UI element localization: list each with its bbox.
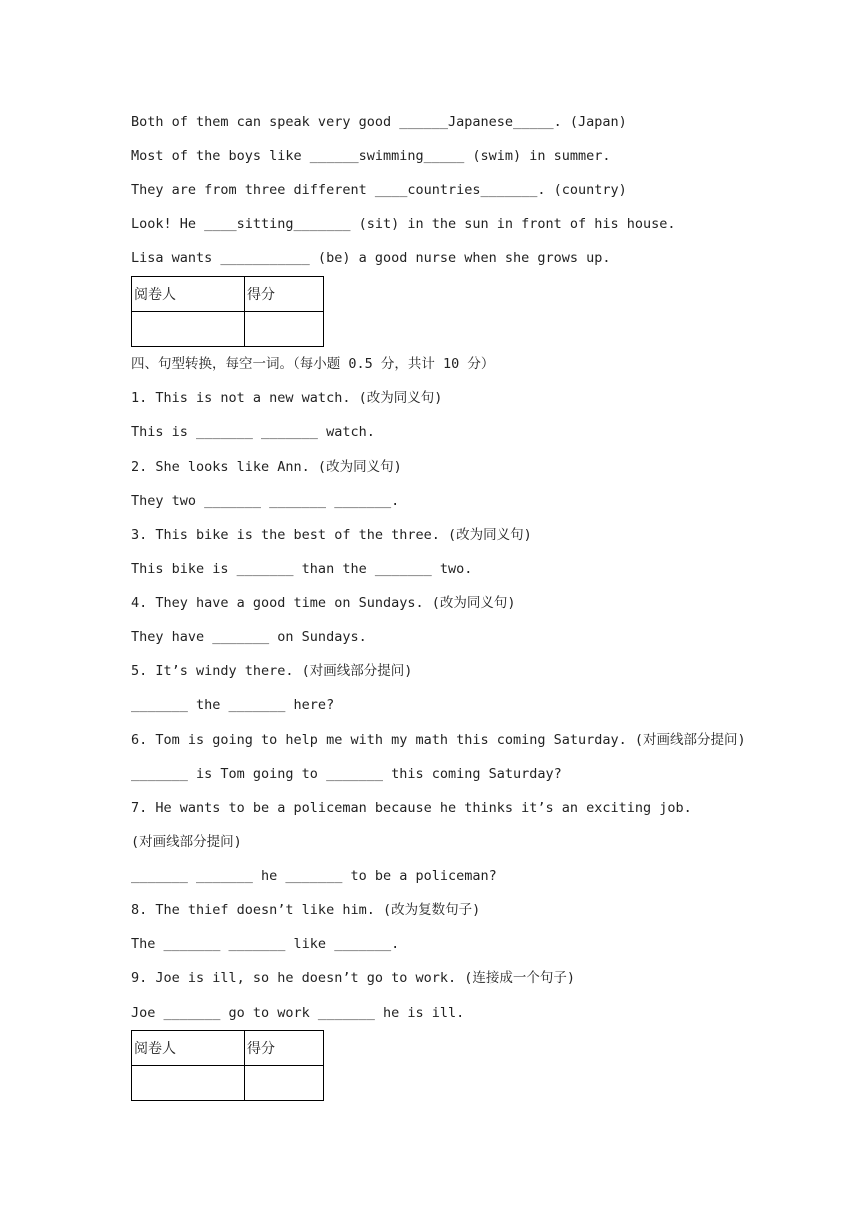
score-table-2	[131, 1030, 324, 1101]
part3-line-1: Both of them can speak very good ______Japanese_____. (Japan)	[131, 114, 627, 130]
question-4: 4. They have a good time on Sundays. (改为同义句)	[131, 595, 516, 611]
part4-heading: 四、句型转换，每空一词。（每小题 0.5 分，共计 10 分）	[131, 356, 495, 372]
score-label: 得分	[245, 277, 324, 312]
question-1: 1. This is not a new watch. (改为同义句)	[131, 390, 443, 406]
question-8: 8. The thief doesn’t like him. (改为复数句子)	[131, 902, 481, 918]
score-label: 得分	[245, 1031, 324, 1066]
answer-2: They two _______ _______ _______.	[131, 493, 400, 509]
reviewer-cell[interactable]	[132, 312, 245, 347]
question-2: 2. She looks like Ann. (改为同义句)	[131, 459, 402, 475]
part3-line-2: Most of the boys like ______swimming_____ (swim) in summer.	[131, 148, 611, 164]
score-cell[interactable]	[245, 312, 324, 347]
part3-line-5: Lisa wants ___________ (be) a good nurse when she grows up.	[131, 250, 611, 266]
part3-line-3: They are from three different ____countries_______. (country)	[131, 182, 627, 198]
part3-line-4: Look! He ____sitting_______ (sit) in the sun in front of his house.	[131, 216, 676, 232]
question-7: 7. He wants to be a policeman because he thinks it’s an exciting job.	[131, 800, 692, 816]
question-9: 9. Joe is ill, so he doesn’t go to work. (连接成一个句子)	[131, 970, 575, 986]
reviewer-label: 阅卷人	[132, 277, 245, 312]
answer-1: This is _______ _______ watch.	[131, 424, 375, 440]
answer-8: The _______ _______ like _______.	[131, 936, 400, 952]
score-table-1	[131, 276, 324, 347]
answer-3: This bike is _______ than the _______ two.	[131, 561, 473, 577]
answer-6: _______ is Tom going to _______ this coming Saturday?	[131, 766, 562, 782]
question-3: 3. This bike is the best of the three. (改为同义句)	[131, 527, 532, 543]
question-5: 5. It’s windy there. (对画线部分提问)	[131, 663, 413, 679]
score-cell[interactable]	[245, 1066, 324, 1101]
question-6: 6. Tom is going to help me with my math this coming Saturday. (对画线部分提问)	[131, 732, 746, 748]
answer-4: They have _______ on Sundays.	[131, 629, 367, 645]
reviewer-label: 阅卷人	[132, 1031, 245, 1066]
answer-7: _______ _______ he _______ to be a policeman?	[131, 868, 497, 884]
question-7-instruction: (对画线部分提问)	[131, 834, 242, 850]
reviewer-cell[interactable]	[132, 1066, 245, 1101]
answer-5: _______ the _______ here?	[131, 697, 335, 713]
answer-9: Joe _______ go to work _______ he is ill.	[131, 1005, 465, 1021]
